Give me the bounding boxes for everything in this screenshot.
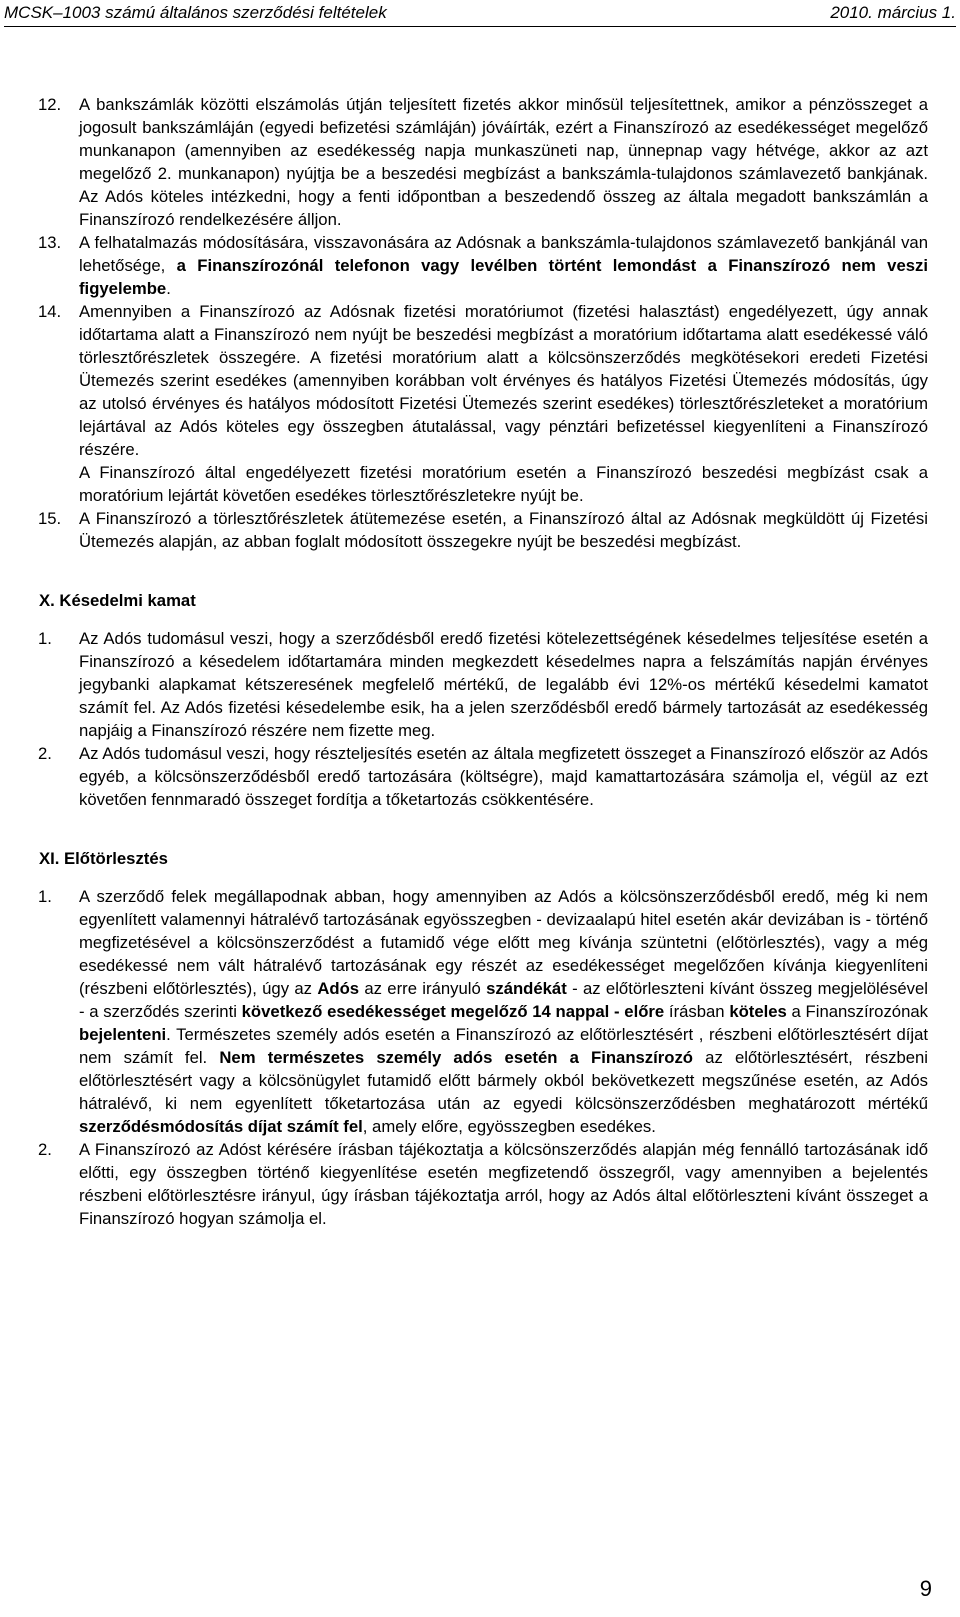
item-text: a Finanszírozónak <box>786 1002 928 1021</box>
running-header-date: 2010. március 1. <box>830 3 956 22</box>
item-text-bold: a Finanszírozónál telefonon vagy levélben történt lemondást a Finanszírozó nem veszi figyelembe <box>79 256 928 298</box>
list-item-14 <box>38 300 928 507</box>
item-number: 2. <box>38 1140 52 1159</box>
item-text-bold: szerződésmódosítás díjat számít fel <box>79 1117 363 1136</box>
section-heading-xi: XI. Előtörlesztés <box>39 849 168 868</box>
item-text: Az Adós tudomásul veszi, hogy a szerződésből eredő fizetési kötelezettségének késedelmes teljesítése esetén a Finanszírozó a késedelem időtartamára minden megkezdett késedelmes napra a felszámítás napján érvényes jegybanki alapkamat kétszeresének megfelelő mértékű, de legalább évi 12%-os mértékű késedelmi kamatot számít fel. Az Adós fizetési késedelembe esik, ha a jelen szerződésből eredő bármely tartozását az esedékesség napjáig a Finanszírozó részére nem fizette meg. <box>79 629 928 740</box>
item-number: 2. <box>38 744 52 763</box>
item-number: 14. <box>38 302 62 321</box>
item-text: Amennyiben a Finanszírozó az Adósnak fizetési moratóriumot (fizetési halasztást) engedélyezett, úgy annak időtartama alatt a Finanszírozó nem nyújt be beszedési megbízást a moratórium időtartama alatt esedékessé váló törlesztőrészletek összegére. A fizetési moratórium alatt a kölcsönszerződés megkötésekori eredeti Fizetési Ütemezés szerint esedékes (amennyiben korábban volt érvényes és hatályos Fizetési Ütemezés módosítás, úgy az utolsó érvényes és hatályos módosított Fizetési Ütemezés szerint esedékes) törlesztőrészleteket a moratórium lejártával az Adós köteles egy összegben átutalással, vagy pénztári befizetéssel kiegyenlíteni a Finanszírozó részére. <box>79 302 928 459</box>
item-text: A Finanszírozó a törlesztőrészletek átütemezése esetén, a Finanszírozó által az Adósnak megküldött új Fizetési Ütemezés alapján, az abban foglalt módosított összegekre nyújt be beszedési megbízást. <box>79 509 928 551</box>
item-text: Az Adós tudomásul veszi, hogy részteljesítés esetén az általa megfizetett összeget a Finanszírozó először az Adós egyéb, a kölcsönszerződésből eredő tartozására (költségre), majd kamattartozására számolja el, végül az ezt követően fennmaradó összeget fordítja a tőketartozás csökkentésére. <box>79 744 928 809</box>
header-divider <box>4 26 956 27</box>
document-body <box>38 93 928 1230</box>
item-text: az erre irányuló <box>359 979 487 998</box>
item-text: A szerződő felek megállapodnak abban, hogy amennyiben az Adós a kölcsönszerződésből eredő, még ki nem egyenlített valamennyi hátralévő tartozásának egyösszegben - devizaalapú hitel esetén akár devizában is - történő megfizetésével a kölcsönszerződést a futamidő vége előtt meg kívánja szüntetni (előtörlesztés), vagy a még esedékessé nem vált hátralévő tartozásának egy részét az esedékességet megelőzően kívánja kiegyenlíteni (részbeni előtörlesztés), úgy az <box>79 887 928 998</box>
item-text: A bankszámlák közötti elszámolás útján teljesített fizetés akkor minősül teljesítettnek, amikor a pénzösszeget a jogosult bankszámláján (egyedi befizetési számláján) jóváírták, ezért a Finanszírozó az esedékességet megelőző munkanapon (amennyiben az esedékesség napja munkaszüneti nap, ünnepnap vagy hétvége, akkor az azt megelőző 2. munkanapon) nyújtja be a beszedési megbízást a bankszámla-tulajdonos számlavezető bankjának. Az Adós köteles intézkedni, hogy a fenti időpontban a beszedendő összeg az általa megadott bankszámlán a Finanszírozó rendelkezésére álljon. <box>79 95 928 229</box>
item-number: 12. <box>38 95 62 114</box>
item-number: 1. <box>38 887 52 906</box>
item-text: az előtörlesztésért, részbeni előtörlesztésért vagy a kölcsönügylet futamidő előtt bármely okból bekövetkezett megszűnése esetén, az Adós hátralévő, ki nem egyenlített tőketartozása után az egyedi kölcsönszerződésben meghatározott mértékű <box>79 1048 928 1113</box>
item-text-bold: Adós <box>317 979 360 998</box>
list-item-15 <box>38 507 928 553</box>
item-number: 1. <box>38 629 52 648</box>
list-item-12 <box>38 93 928 231</box>
item-text-continued: A Finanszírozó által engedélyezett fizetési moratórium esetén a Finanszírozó beszedési megbízást csak a moratórium lejártát követően esedékes törlesztőrészletekre nyújt be. <box>79 463 928 505</box>
item-number: 15. <box>38 509 62 528</box>
list-item-x-1 <box>38 627 928 742</box>
list-item-13 <box>38 231 928 300</box>
item-number: 13. <box>38 233 62 252</box>
section-heading-x: X. Késedelmi kamat <box>39 591 196 610</box>
item-text-bold: köteles <box>729 1002 787 1021</box>
item-text-bold: következő esedékességet megelőző 14 nappal - előre <box>241 1002 665 1021</box>
item-text: A Finanszírozó az Adóst kérésére írásban tájékoztatja a kölcsönszerződés alapján még fennálló tartozásának idő előtti, egy összegben történő kiegyenlítése esetén megfizetendő összegről, vagy amennyiben a bejelentés részbeni előtörlesztésre irányul, úgy írásban tájékoztatja arról, hogy az Adós által előtörleszteni kívánt összeget a Finanszírozó hogyan számolja el. <box>79 1140 928 1228</box>
page-number: 9 <box>919 1576 932 1601</box>
item-text: írásban <box>664 1002 730 1021</box>
item-text: A felhatalmazás módosítására, visszavonására az Adósnak a bankszámla-tulajdonos számlavezető bankjánál van lehetősége, <box>79 233 928 275</box>
list-item-xi-1 <box>38 885 928 1138</box>
list-item-xi-2 <box>38 1138 928 1230</box>
item-text-bold: bejelenteni <box>79 1025 167 1044</box>
item-text: , amely előre, egyösszegben esedékes. <box>362 1117 656 1136</box>
running-header-title: MCSK–1003 számú általános szerződési feltételek <box>4 3 387 22</box>
item-text: . Természetes személy adós esetén a Finanszírozó az előtörlesztésért , részbeni előtörlesztésért díjat nem számít fel. <box>79 1025 928 1067</box>
item-text-bold: szándékát <box>486 979 567 998</box>
item-text-bold: Nem természetes személy adós esetén a Finanszírozó <box>219 1048 694 1067</box>
item-text: . <box>166 279 171 298</box>
list-item-x-2 <box>38 742 928 811</box>
item-text: - az előtörleszteni kívánt összeg megjelölésével - a szerződés szerinti <box>79 979 928 1021</box>
